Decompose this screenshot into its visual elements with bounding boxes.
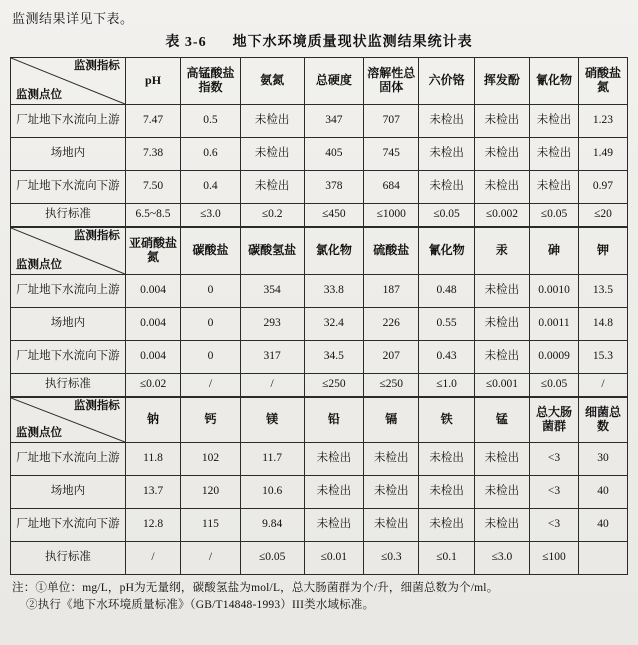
col-header-cadmium: 镉 xyxy=(364,398,419,443)
cell: 34.5 xyxy=(304,341,364,374)
cell: 15.3 xyxy=(578,341,627,374)
cell: ≤20 xyxy=(578,204,627,227)
cell: 354 xyxy=(240,275,304,308)
row-label-downstream: 厂址地下水流向下游 xyxy=(11,341,126,374)
cell: 187 xyxy=(364,275,419,308)
cell: 6.5~8.5 xyxy=(125,204,180,227)
table-row xyxy=(11,171,628,204)
cell: 未检出 xyxy=(304,509,364,542)
cell: ≤3.0 xyxy=(181,204,241,227)
cell: 0.0011 xyxy=(530,308,579,341)
table-row xyxy=(11,443,628,476)
cell: 未检出 xyxy=(530,105,579,138)
cell: 未检出 xyxy=(474,443,529,476)
cell: 11.8 xyxy=(125,443,180,476)
table-row xyxy=(11,476,628,509)
cell: ≤0.2 xyxy=(240,204,304,227)
cell: ≤0.05 xyxy=(240,542,304,575)
cell: 0.0010 xyxy=(530,275,579,308)
col-header-potassium: 钾 xyxy=(578,228,627,275)
col-header-mercury: 汞 xyxy=(474,228,529,275)
table-notes xyxy=(10,580,628,613)
cell: 40 xyxy=(578,476,627,509)
cell: 0.004 xyxy=(125,275,180,308)
lead-text: 监测结果详见下表。 xyxy=(12,11,134,26)
table-number: 表 3-6 xyxy=(165,35,207,50)
cell: 未检出 xyxy=(419,105,474,138)
cell: <3 xyxy=(530,443,579,476)
monitoring-table-3 xyxy=(10,397,628,575)
row-label-upstream: 厂址地下水流向上游 xyxy=(11,105,126,138)
table-row xyxy=(11,105,628,138)
cell: 未检出 xyxy=(419,509,474,542)
row-label-downstream: 厂址地下水流向下游 xyxy=(11,171,126,204)
cell: / xyxy=(125,542,180,575)
cell: 未检出 xyxy=(474,275,529,308)
cell: 未检出 xyxy=(474,509,529,542)
corner-bottom-label: 监测点位 xyxy=(16,426,62,439)
row-label-onsite: 场地内 xyxy=(11,138,126,171)
table3-header-row xyxy=(11,398,628,443)
cell: 0 xyxy=(181,341,241,374)
cell: 33.8 xyxy=(304,275,364,308)
col-header-arsenic: 砷 xyxy=(530,228,579,275)
monitoring-table-1 xyxy=(10,57,628,227)
cell: <3 xyxy=(530,476,579,509)
cell: 未检出 xyxy=(530,171,579,204)
table-row xyxy=(11,138,628,171)
cell: 707 xyxy=(364,105,419,138)
cell: 0.48 xyxy=(419,275,474,308)
table-row xyxy=(11,509,628,542)
cell: 14.8 xyxy=(578,308,627,341)
table-row-standard xyxy=(11,204,628,227)
cell: ≤0.3 xyxy=(364,542,419,575)
cell: 405 xyxy=(304,138,364,171)
cell: 120 xyxy=(181,476,241,509)
table1-header-row xyxy=(11,58,628,105)
cell: 11.7 xyxy=(240,443,304,476)
col-header-hardness: 总硬度 xyxy=(304,58,364,105)
cell: 102 xyxy=(181,443,241,476)
cell: 684 xyxy=(364,171,419,204)
cell: 未检出 xyxy=(474,476,529,509)
cell: 未检出 xyxy=(474,171,529,204)
col-header-manganese: 锰 xyxy=(474,398,529,443)
cell: 9.84 xyxy=(240,509,304,542)
cell: 未检出 xyxy=(240,105,304,138)
row-label-onsite: 场地内 xyxy=(11,476,126,509)
col-header-permanganate: 高锰酸盐指数 xyxy=(181,58,241,105)
cell: 347 xyxy=(304,105,364,138)
cell: 32.4 xyxy=(304,308,364,341)
cell: ≤0.01 xyxy=(304,542,364,575)
cell: 未检出 xyxy=(419,171,474,204)
table-row xyxy=(11,341,628,374)
cell: / xyxy=(181,374,241,397)
cell: 未检出 xyxy=(304,443,364,476)
cell: <3 xyxy=(530,509,579,542)
col-header-ph: pH xyxy=(125,58,180,105)
cell: ≤0.05 xyxy=(419,204,474,227)
cell: 745 xyxy=(364,138,419,171)
cell: 7.47 xyxy=(125,105,180,138)
table-row-standard xyxy=(11,374,628,397)
table-title xyxy=(10,31,628,51)
cell: 30 xyxy=(578,443,627,476)
row-label-standard: 执行标准 xyxy=(11,542,126,575)
cell: / xyxy=(240,374,304,397)
cell: 7.50 xyxy=(125,171,180,204)
cell: 226 xyxy=(364,308,419,341)
cell: ≤0.05 xyxy=(530,204,579,227)
cell: 40 xyxy=(578,509,627,542)
cell: 未检出 xyxy=(419,443,474,476)
cell: ≤450 xyxy=(304,204,364,227)
note-line-1: 注：①单位：mg/L，pH为无量纲，碳酸氢盐为mol/L，总大肠菌群为个/升，细菌总数为个/ml。 xyxy=(12,582,499,594)
corner-bottom-label: 监测点位 xyxy=(16,88,62,101)
cell: 0 xyxy=(181,275,241,308)
col-header-cyanide: 氰化物 xyxy=(419,228,474,275)
cell: 10.6 xyxy=(240,476,304,509)
col-header-coliform: 总大肠菌群 xyxy=(530,398,579,443)
corner-header-cell xyxy=(11,228,126,275)
col-header-lead: 铅 xyxy=(304,398,364,443)
col-header-iron: 铁 xyxy=(419,398,474,443)
col-header-nitrite: 亚硝酸盐氮 xyxy=(125,228,180,275)
cell: 13.5 xyxy=(578,275,627,308)
col-header-phenol: 挥发酚 xyxy=(474,58,529,105)
cell: 0.004 xyxy=(125,341,180,374)
cell: ≤1000 xyxy=(364,204,419,227)
col-header-chloride: 氯化物 xyxy=(304,228,364,275)
col-header-sulfate: 硫酸盐 xyxy=(364,228,419,275)
cell: 未检出 xyxy=(364,476,419,509)
cell: 0.5 xyxy=(181,105,241,138)
col-header-bacteria: 细菌总数 xyxy=(578,398,627,443)
cell: 未检出 xyxy=(530,138,579,171)
col-header-tds: 溶解性总固体 xyxy=(364,58,419,105)
corner-header-cell xyxy=(11,398,126,443)
col-header-nitrate: 硝酸盐氮 xyxy=(578,58,627,105)
cell: ≤0.1 xyxy=(419,542,474,575)
col-header-carbonate: 碳酸盐 xyxy=(181,228,241,275)
col-header-magnesium: 镁 xyxy=(240,398,304,443)
cell: 未检出 xyxy=(474,105,529,138)
table-title-text: 地下水环境质量现状监测结果统计表 xyxy=(232,35,473,50)
col-header-sodium: 钠 xyxy=(125,398,180,443)
row-label-standard: 执行标准 xyxy=(11,204,126,227)
col-header-cyanide: 氰化物 xyxy=(530,58,579,105)
col-header-ammonia: 氨氮 xyxy=(240,58,304,105)
cell: 未检出 xyxy=(474,341,529,374)
cell: 7.38 xyxy=(125,138,180,171)
cell: 未检出 xyxy=(240,138,304,171)
cell: 13.7 xyxy=(125,476,180,509)
col-header-chromium6: 六价铬 xyxy=(419,58,474,105)
row-label-upstream: 厂址地下水流向上游 xyxy=(11,443,126,476)
cell: 12.8 xyxy=(125,509,180,542)
cell: 1.23 xyxy=(578,105,627,138)
cell: 0.4 xyxy=(181,171,241,204)
cell: / xyxy=(181,542,241,575)
cell: ≤0.02 xyxy=(125,374,180,397)
cell: ≤250 xyxy=(364,374,419,397)
col-header-calcium: 钙 xyxy=(181,398,241,443)
corner-top-label: 监测指标 xyxy=(73,400,120,412)
note-line-2: ②执行《地下水环境质量标准》（GB/T14848-1993）III类水域标准。 xyxy=(26,598,375,611)
cell: ≤0.05 xyxy=(530,374,579,397)
cell: 未检出 xyxy=(240,171,304,204)
cell: 317 xyxy=(240,341,304,374)
col-header-bicarbonate: 碳酸氢盐 xyxy=(240,228,304,275)
cell: ≤1.0 xyxy=(419,374,474,397)
corner-header-cell xyxy=(11,58,126,105)
cell: 0.43 xyxy=(419,341,474,374)
table-row xyxy=(11,275,628,308)
cell: / xyxy=(578,374,627,397)
row-label-standard: 执行标准 xyxy=(11,374,126,397)
cell: ≤100 xyxy=(530,542,579,575)
cell: 1.49 xyxy=(578,138,627,171)
cell xyxy=(578,542,627,575)
cell: 0.004 xyxy=(125,308,180,341)
cell: 0.97 xyxy=(578,171,627,204)
cell: 207 xyxy=(364,341,419,374)
cell: ≤3.0 xyxy=(474,542,529,575)
cell: 未检出 xyxy=(419,138,474,171)
row-label-onsite: 场地内 xyxy=(11,308,126,341)
cell: ≤0.002 xyxy=(474,204,529,227)
cell: 未检出 xyxy=(419,476,474,509)
table2-header-row xyxy=(11,228,628,275)
cell: 未检出 xyxy=(474,138,529,171)
corner-top-label: 监测指标 xyxy=(73,60,120,72)
cell: 未检出 xyxy=(364,509,419,542)
cell: 378 xyxy=(304,171,364,204)
cell: ≤250 xyxy=(304,374,364,397)
cell: ≤0.001 xyxy=(474,374,529,397)
cell: 0.55 xyxy=(419,308,474,341)
cell: 0.0009 xyxy=(530,341,579,374)
cell: 未检出 xyxy=(364,443,419,476)
table-row-standard xyxy=(11,542,628,575)
corner-bottom-label: 监测点位 xyxy=(16,258,62,271)
row-label-upstream: 厂址地下水流向上游 xyxy=(11,275,126,308)
cell: 0 xyxy=(181,308,241,341)
cell: 未检出 xyxy=(474,308,529,341)
cell: 115 xyxy=(181,509,241,542)
cell: 未检出 xyxy=(304,476,364,509)
cell: 0.6 xyxy=(181,138,241,171)
row-label-downstream: 厂址地下水流向下游 xyxy=(11,509,126,542)
table-row xyxy=(11,308,628,341)
cell: 293 xyxy=(240,308,304,341)
corner-top-label: 监测指标 xyxy=(73,230,120,242)
monitoring-table-2 xyxy=(10,227,628,397)
